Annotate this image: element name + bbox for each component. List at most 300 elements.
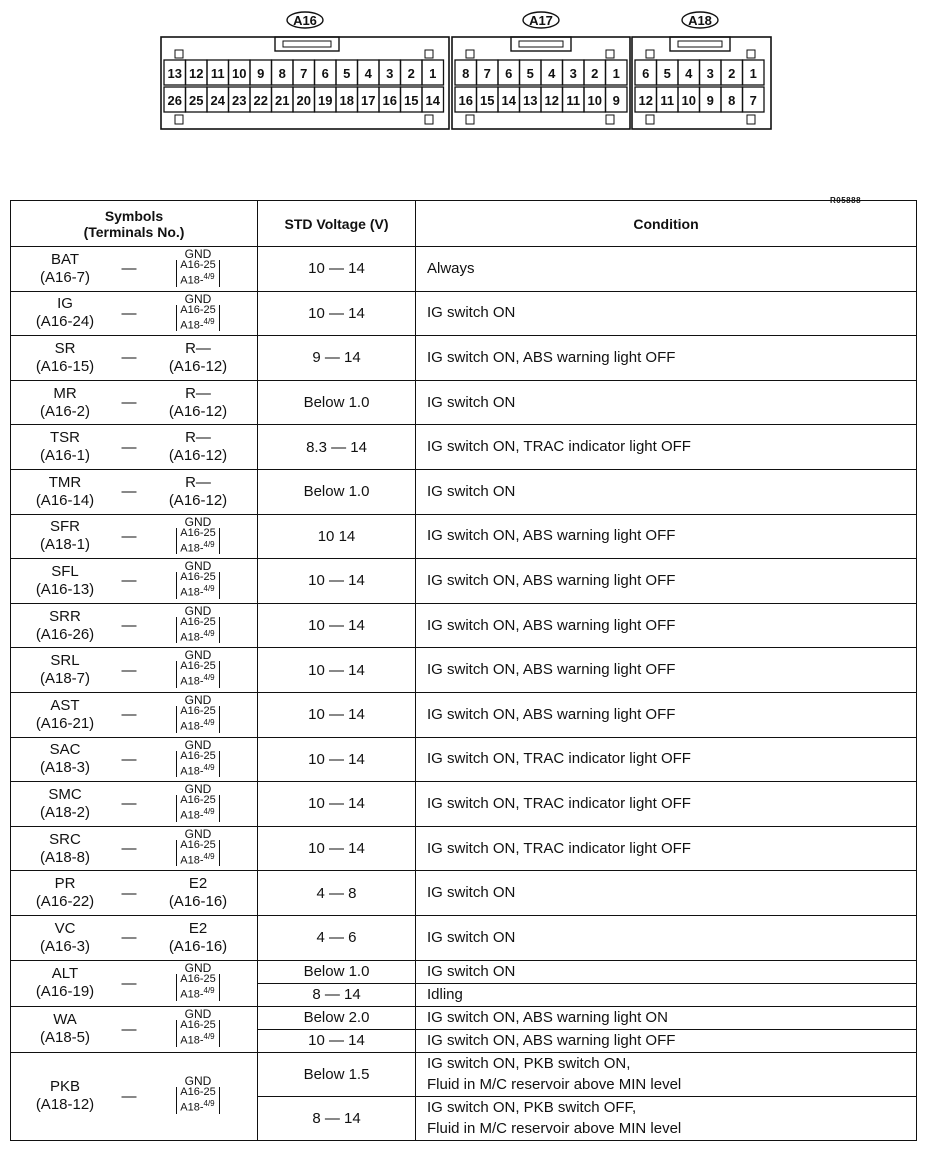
table-row (11, 380, 917, 425)
gnd-reference (176, 603, 219, 644)
condition: IG switch ON, ABS warning light OFF (416, 1029, 917, 1052)
terminal-no: (A18-2) (39, 803, 91, 821)
symbol-terminal (17, 518, 113, 554)
gnd-title: GND (184, 559, 212, 574)
A18-pin-9: 9 (706, 93, 714, 108)
A18-latch-left (646, 50, 654, 58)
dash: — (121, 974, 137, 992)
gnd-title: GND (184, 1007, 212, 1022)
A17-pin-2: 2 (591, 66, 599, 81)
A17-key (511, 37, 571, 51)
ground-ref (145, 875, 251, 911)
gnd-line-2: A18-$^{4/9}$ (176, 1098, 219, 1114)
gnd-line-1: A16-25 (176, 706, 219, 717)
gnd-title: GND (184, 692, 212, 707)
table-row (11, 782, 917, 827)
ref-terminal: (A16-12) (168, 357, 228, 375)
terminal-no: (A18-3) (39, 759, 91, 777)
symbol-name: SAC (49, 741, 81, 759)
A17-pin-11: 11 (566, 93, 581, 108)
ground-ref (145, 737, 251, 780)
dash: — (121, 349, 137, 367)
A16-pin-15: 15 (404, 93, 419, 108)
A17-pin-8: 8 (462, 66, 470, 81)
symbol-name: TMR (48, 473, 82, 491)
gnd-line-2: A18-$^{4/9}$ (176, 539, 219, 555)
symbol-name: SRR (49, 607, 81, 625)
std-voltage: Below 1.0 (258, 960, 416, 983)
symbol-terminal (17, 340, 113, 376)
A17-pin-3: 3 (569, 66, 577, 81)
condition: IG switch ON (416, 291, 917, 336)
A16-pin-22: 22 (253, 93, 268, 108)
A16-label: A16 (293, 13, 317, 28)
ground-ref (145, 474, 251, 510)
symbol-cell (11, 559, 258, 604)
gnd-line-2: A18-$^{4/9}$ (176, 1031, 219, 1047)
ground-ref (145, 1076, 251, 1116)
ground-ref (145, 920, 251, 956)
symbol-terminal (17, 1078, 113, 1114)
condition: IG switch ON (416, 380, 917, 425)
gnd-line-1: A16-25 (176, 840, 219, 851)
std-voltage: 10 — 14 (258, 1029, 416, 1052)
symbol-cell (11, 603, 258, 648)
A16-pin-16: 16 (382, 93, 397, 108)
gnd-reference (176, 650, 219, 688)
ref-symbol: R— (185, 339, 211, 357)
terminal-no: (A16-2) (39, 402, 91, 420)
ref-symbol: E2 (188, 919, 208, 937)
ref-symbol: R— (185, 473, 211, 491)
ref-terminal: (A16-12) (168, 491, 228, 509)
gnd-reference (176, 692, 219, 733)
symbol-name: SRC (49, 830, 81, 848)
dash: — (121, 617, 137, 635)
symbol-terminal (17, 608, 113, 644)
table-row (11, 469, 917, 514)
header-symbols-line1: Symbols (104, 207, 164, 224)
condition (416, 1052, 917, 1096)
gnd-line-1: A16-25 (176, 974, 219, 985)
A16-foot-left (175, 115, 183, 124)
dash: — (121, 483, 137, 501)
std-voltage: 8 — 14 (258, 983, 416, 1006)
condition: Idling (416, 983, 917, 1006)
A16-key (275, 37, 339, 51)
header-row (11, 201, 917, 247)
symbol-name: SR (54, 339, 76, 357)
symbol-cell (11, 336, 258, 381)
A17-key-inner (519, 41, 563, 47)
gnd-title: GND (184, 782, 212, 797)
A16-foot-right (425, 115, 433, 124)
terminal-no: (A18-5) (39, 1029, 91, 1046)
A16-pin-19: 19 (318, 93, 333, 108)
symbol-cell (11, 826, 258, 871)
terminal-no: (A18-12) (35, 1096, 95, 1113)
symbol-name: IG (57, 295, 73, 313)
table-row (11, 603, 917, 648)
condition-line-2: Fluid in M/C reservoir above MIN level (427, 1120, 682, 1137)
dash: — (121, 750, 137, 768)
A16-pin-2: 2 (407, 66, 415, 81)
table-row (11, 915, 917, 960)
std-voltage: 10 — 14 (258, 692, 416, 737)
symbol-name: ALT (51, 965, 79, 982)
gnd-line-2: A18-$^{4/9}$ (176, 316, 219, 332)
A18-pin-10: 10 (681, 93, 696, 108)
symbol-terminal (17, 786, 113, 822)
dash: — (121, 527, 137, 545)
ground-ref (145, 692, 251, 735)
A16-pin-23: 23 (232, 93, 247, 108)
gnd-reference (176, 561, 219, 599)
A16-pin-1: 1 (429, 66, 437, 81)
gnd-line-1: A16-25 (176, 751, 219, 762)
A16-pin-14: 14 (425, 93, 440, 108)
condition: IG switch ON, ABS warning light OFF (416, 692, 917, 737)
condition-line-1: IG switch ON, PKB switch ON, (427, 1055, 631, 1072)
symbol-name: SRL (50, 652, 80, 670)
ground-ref (145, 826, 251, 869)
symbol-cell (11, 915, 258, 960)
terminal-no: (A16-13) (35, 580, 95, 598)
A16-key-inner (283, 41, 331, 47)
std-voltage: 10 — 14 (258, 603, 416, 648)
A18-key-inner (678, 41, 722, 47)
A18-foot-left (646, 115, 654, 124)
connector-group (161, 12, 771, 129)
ref-terminal: (A16-12) (168, 402, 228, 420)
symbol-terminal (17, 741, 113, 777)
gnd-line-1: A16-25 (176, 795, 219, 806)
gnd-reference (176, 246, 219, 287)
terminal-no: (A16-24) (35, 313, 95, 331)
A18-label: A18 (688, 13, 712, 28)
std-voltage: 10 — 14 (258, 737, 416, 782)
symbol-name: PR (54, 875, 76, 893)
std-voltage: Below 1.0 (258, 469, 416, 514)
gnd-title: GND (184, 826, 212, 841)
ground-ref (145, 561, 251, 601)
symbol-cell (11, 692, 258, 737)
gnd-title: GND (184, 961, 212, 976)
table-row (11, 960, 917, 983)
std-voltage: Below 1.0 (258, 380, 416, 425)
A18-latch-right (747, 50, 755, 58)
A16-pin-24: 24 (210, 93, 225, 108)
symbol-terminal (17, 295, 113, 331)
table-row (11, 425, 917, 470)
A17-pin-1: 1 (612, 66, 620, 81)
condition: Always (416, 247, 917, 292)
gnd-reference (176, 1076, 219, 1114)
table-row (11, 692, 917, 737)
A18-pin-2: 2 (728, 66, 736, 81)
symbol-cell (11, 1052, 258, 1140)
std-voltage: 10 — 14 (258, 826, 416, 871)
A18-pin-7: 7 (749, 93, 757, 108)
A18-pin-5: 5 (663, 66, 671, 81)
std-voltage: 4 — 8 (258, 871, 416, 916)
ground-ref (145, 784, 251, 824)
condition: IG switch ON, ABS warning light OFF (416, 559, 917, 604)
condition: IG switch ON (416, 915, 917, 960)
condition: IG switch ON, ABS warning light OFF (416, 514, 917, 559)
dash: — (121, 661, 137, 679)
dash: — (121, 394, 137, 412)
gnd-reference (176, 826, 219, 867)
A18-key (670, 37, 730, 51)
ground-ref (145, 963, 251, 1003)
symbol-terminal (17, 474, 113, 510)
condition-line-2: Fluid in M/C reservoir above MIN level (427, 1076, 682, 1093)
dash: — (121, 929, 137, 947)
A16-pin-25: 25 (189, 93, 204, 108)
gnd-title: GND (184, 291, 212, 306)
A16-pin-13: 13 (167, 66, 182, 81)
header-symbols-line2: (Terminals No.) (83, 223, 185, 240)
gnd-title: GND (184, 1074, 212, 1089)
condition: IG switch ON, ABS warning light OFF (416, 336, 917, 381)
A18-pin-3: 3 (706, 66, 714, 81)
table-row (11, 871, 917, 916)
ref-symbol: E2 (188, 875, 208, 893)
table-row (11, 826, 917, 871)
A17-pin-4: 4 (548, 66, 556, 81)
A16-pin-18: 18 (339, 93, 354, 108)
A17-pin-13: 13 (523, 93, 538, 108)
A18-pin-6: 6 (642, 66, 650, 81)
condition: IG switch ON, TRAC indicator light OFF (416, 737, 917, 782)
gnd-reference (176, 737, 219, 778)
dash: — (121, 1087, 137, 1105)
condition: IG switch ON, ABS warning light OFF (416, 648, 917, 693)
ground-ref (145, 603, 251, 646)
gnd-line-1: A16-25 (176, 572, 219, 583)
gnd-line-2: A18-$^{4/9}$ (176, 583, 219, 599)
gnd-reference (176, 514, 219, 555)
A18-pin-8: 8 (728, 93, 736, 108)
voltage-table (10, 200, 917, 1141)
dash: — (121, 795, 137, 813)
A17-latch-left (466, 50, 474, 58)
gnd-line-1: A16-25 (176, 528, 219, 539)
symbol-terminal (17, 920, 113, 956)
condition: IG switch ON, ABS warning light OFF (416, 603, 917, 648)
symbol-cell (11, 782, 258, 827)
dash: — (121, 840, 137, 858)
table-row (11, 247, 917, 292)
ground-ref (145, 514, 251, 557)
table-row (11, 648, 917, 693)
condition: IG switch ON, ABS warning light ON (416, 1006, 917, 1029)
symbol-cell (11, 291, 258, 336)
A17-pin-7: 7 (483, 66, 491, 81)
symbol-terminal (17, 875, 113, 911)
ref-terminal: (A16-12) (168, 447, 228, 465)
std-voltage: 9 — 14 (258, 336, 416, 381)
A18-pin-4: 4 (685, 66, 693, 81)
std-voltage: 4 — 6 (258, 915, 416, 960)
dash: — (121, 572, 137, 590)
ground-ref (145, 1009, 251, 1049)
A16-pin-20: 20 (296, 93, 311, 108)
symbol-name: SFR (50, 518, 80, 536)
symbol-terminal (17, 563, 113, 599)
terminal-no: (A16-22) (35, 893, 95, 911)
terminal-no: (A16-7) (39, 268, 91, 286)
table-row (11, 559, 917, 604)
ground-ref (145, 650, 251, 690)
A16-pin-6: 6 (321, 66, 329, 81)
terminal-no: (A16-26) (35, 625, 95, 643)
condition: IG switch ON, TRAC indicator light OFF (416, 826, 917, 871)
dash: — (121, 884, 137, 902)
symbol-cell (11, 425, 258, 470)
A16-pin-26: 26 (167, 93, 182, 108)
symbol-name: MR (53, 384, 77, 402)
symbol-terminal (17, 1011, 113, 1047)
terminal-no: (A16-3) (39, 937, 91, 955)
condition: IG switch ON, TRAC indicator light OFF (416, 782, 917, 827)
ground-ref (145, 291, 251, 334)
gnd-line-2: A18-$^{4/9}$ (176, 271, 219, 287)
symbol-cell (11, 871, 258, 916)
symbol-cell (11, 648, 258, 693)
gnd-line-1: A16-25 (176, 305, 219, 316)
figure-code: R05888 (830, 196, 862, 205)
terminal-no: (A18-7) (39, 670, 91, 688)
symbol-name: SMC (48, 785, 82, 803)
std-voltage: Below 1.5 (258, 1052, 416, 1096)
symbol-cell (11, 380, 258, 425)
A17-pin-16: 16 (458, 93, 473, 108)
A17-pin-10: 10 (587, 93, 602, 108)
symbol-name: WA (53, 1011, 77, 1028)
std-voltage: 8 — 14 (258, 1096, 416, 1140)
symbol-cell (11, 469, 258, 514)
terminal-no: (A16-14) (35, 491, 95, 509)
symbol-name: TSR (50, 429, 80, 447)
A16-pin-12: 12 (189, 66, 204, 81)
terminal-no: (A16-21) (35, 714, 95, 732)
condition-line-1: IG switch ON, PKB switch OFF, (427, 1099, 637, 1116)
table-row (11, 291, 917, 336)
symbol-name: SFL (51, 562, 79, 580)
symbol-name: VC (54, 919, 76, 937)
std-voltage: Below 2.0 (258, 1006, 416, 1029)
std-voltage: 8.3 — 14 (258, 425, 416, 470)
A18-pin-12: 12 (638, 93, 653, 108)
A17-pin-5: 5 (526, 66, 534, 81)
dash: — (121, 260, 137, 278)
A18-foot-right (747, 115, 755, 124)
gnd-line-2: A18-$^{4/9}$ (176, 628, 219, 644)
symbol-terminal (17, 251, 113, 287)
table-row (11, 1052, 917, 1096)
A17-latch-right (606, 50, 614, 58)
condition: IG switch ON, TRAC indicator light OFF (416, 425, 917, 470)
gnd-reference (176, 963, 219, 1001)
A18-pin-1: 1 (749, 66, 757, 81)
gnd-title: GND (184, 648, 212, 663)
std-voltage: 10 — 14 (258, 247, 416, 292)
gnd-reference (176, 291, 219, 332)
A16-latch-left (175, 50, 183, 58)
terminal-no: (A16-15) (35, 357, 95, 375)
dash: — (121, 304, 137, 322)
std-voltage: 10 — 14 (258, 559, 416, 604)
symbol-cell (11, 514, 258, 559)
terminal-no: (A18-8) (39, 848, 91, 866)
symbol-terminal (17, 385, 113, 421)
condition: IG switch ON (416, 960, 917, 983)
gnd-line-1: A16-25 (176, 1020, 219, 1031)
gnd-line-2: A18-$^{4/9}$ (176, 762, 219, 778)
ref-terminal: (A16-16) (168, 937, 228, 955)
dash: — (121, 706, 137, 724)
A17-label: A17 (529, 13, 553, 28)
symbol-terminal (17, 429, 113, 465)
gnd-line-1: A16-25 (176, 1087, 219, 1098)
symbol-cell (11, 737, 258, 782)
gnd-title: GND (184, 737, 212, 752)
symbol-name: BAT (50, 250, 80, 268)
ref-terminal: (A16-16) (168, 893, 228, 911)
symbol-cell (11, 1006, 258, 1052)
symbol-cell (11, 247, 258, 292)
ground-ref (145, 340, 251, 376)
A17-foot-right (606, 115, 614, 124)
A16-pin-5: 5 (343, 66, 351, 81)
std-voltage: 10 — 14 (258, 648, 416, 693)
std-voltage: 10 — 14 (258, 782, 416, 827)
A17-pin-12: 12 (544, 93, 559, 108)
ref-symbol: R— (185, 384, 211, 402)
dash: — (121, 438, 137, 456)
table-row (11, 737, 917, 782)
gnd-line-2: A18-$^{4/9}$ (176, 806, 219, 822)
terminal-no: (A16-19) (35, 983, 95, 1000)
dash: — (121, 1020, 137, 1038)
ground-ref (145, 429, 251, 465)
symbol-terminal (17, 652, 113, 688)
header-voltage: STD Voltage (V) (258, 201, 416, 247)
table-row (11, 336, 917, 381)
table-row (11, 514, 917, 559)
gnd-line-2: A18-$^{4/9}$ (176, 985, 219, 1001)
ref-symbol: R— (185, 429, 211, 447)
A16-pin-11: 11 (210, 66, 225, 81)
terminal-no: (A18-1) (39, 536, 91, 554)
table-body (11, 247, 917, 1141)
A18-pin-11: 11 (660, 93, 675, 108)
A16-pin-3: 3 (386, 66, 394, 81)
A17-pin-9: 9 (612, 93, 620, 108)
gnd-line-2: A18-$^{4/9}$ (176, 851, 219, 867)
ground-ref (145, 246, 251, 289)
gnd-title: GND (184, 246, 212, 261)
gnd-line-2: A18-$^{4/9}$ (176, 717, 219, 733)
gnd-title: GND (184, 514, 212, 529)
A16-pin-10: 10 (232, 66, 247, 81)
table-row (11, 1006, 917, 1029)
symbol-terminal (17, 697, 113, 733)
A17-foot-left (466, 115, 474, 124)
condition: IG switch ON (416, 871, 917, 916)
